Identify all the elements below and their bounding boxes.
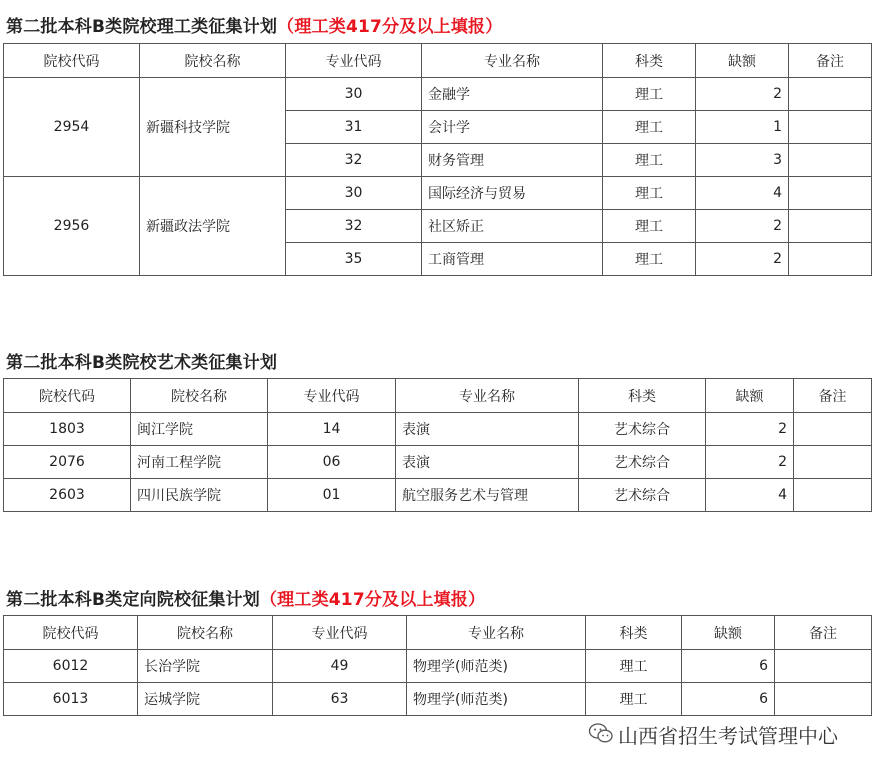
table-row [4, 650, 872, 683]
school-name: 闽江学院 [131, 413, 268, 446]
school-name: 河南工程学院 [131, 446, 268, 479]
header-category: 科类 [603, 44, 696, 78]
major-name: 金融学 [422, 78, 603, 111]
major-name: 物理学(师范类) [407, 683, 586, 716]
school-code: 6012 [4, 650, 138, 683]
vacancy: 2 [696, 78, 789, 111]
remark [775, 683, 872, 716]
school-name: 新疆政法学院 [140, 177, 286, 276]
header-vacancy: 缺额 [706, 379, 794, 413]
header-school-name: 院校名称 [140, 44, 286, 78]
header-major-name: 专业名称 [396, 379, 579, 413]
major-name: 物理学(师范类) [407, 650, 586, 683]
wechat-icon [588, 722, 614, 744]
major-code: 30 [286, 177, 422, 210]
major-code: 06 [268, 446, 396, 479]
remark [789, 111, 872, 144]
category: 理工 [603, 210, 696, 243]
category: 理工 [586, 683, 682, 716]
header-school-name: 院校名称 [131, 379, 268, 413]
school-code: 2956 [4, 177, 140, 276]
major-code: 01 [268, 479, 396, 512]
section-note-directed: （理工类417分及以上填报） [259, 590, 486, 610]
category: 艺术综合 [579, 413, 706, 446]
major-name: 表演 [396, 446, 579, 479]
major-name: 工商管理 [422, 243, 603, 276]
section-note-science: （理工类417分及以上填报） [277, 17, 503, 37]
table-row [4, 78, 872, 111]
category: 理工 [603, 177, 696, 210]
vacancy: 1 [696, 111, 789, 144]
header-major-code: 专业代码 [286, 44, 422, 78]
major-code: 31 [286, 111, 422, 144]
table-header-row [4, 616, 872, 650]
vacancy: 3 [696, 144, 789, 177]
category: 理工 [603, 144, 696, 177]
category: 理工 [586, 650, 682, 683]
header-category: 科类 [586, 616, 682, 650]
header-major-name: 专业名称 [407, 616, 586, 650]
section-title-directed: 第二批本科B类定向院校征集计划（理工类417分及以上填报） [6, 590, 486, 610]
major-code: 49 [273, 650, 407, 683]
science-plan-table [3, 43, 872, 276]
major-code: 32 [286, 144, 422, 177]
school-code: 6013 [4, 683, 138, 716]
table-row [4, 413, 872, 446]
header-school-name: 院校名称 [138, 616, 273, 650]
header-category: 科类 [579, 379, 706, 413]
vacancy: 2 [706, 446, 794, 479]
category: 理工 [603, 111, 696, 144]
school-code: 2954 [4, 78, 140, 177]
header-vacancy: 缺额 [696, 44, 789, 78]
header-school-code: 院校代码 [4, 44, 140, 78]
major-code: 63 [273, 683, 407, 716]
vacancy: 6 [682, 683, 775, 716]
school-name: 运城学院 [138, 683, 273, 716]
major-name: 会计学 [422, 111, 603, 144]
remark [794, 479, 872, 512]
directed-plan-table [3, 615, 872, 716]
table-row [4, 446, 872, 479]
school-code: 2603 [4, 479, 131, 512]
remark [789, 243, 872, 276]
major-name: 财务管理 [422, 144, 603, 177]
major-name: 表演 [396, 413, 579, 446]
school-name: 长治学院 [138, 650, 273, 683]
header-major-name: 专业名称 [422, 44, 603, 78]
table-row [4, 479, 872, 512]
major-name: 社区矫正 [422, 210, 603, 243]
remark [775, 650, 872, 683]
category: 艺术综合 [579, 446, 706, 479]
category: 理工 [603, 243, 696, 276]
header-major-code: 专业代码 [273, 616, 407, 650]
major-name: 航空服务艺术与管理 [396, 479, 579, 512]
vacancy: 2 [696, 210, 789, 243]
major-code: 35 [286, 243, 422, 276]
vacancy: 2 [696, 243, 789, 276]
table-header-row [4, 379, 872, 413]
vacancy: 6 [682, 650, 775, 683]
header-major-code: 专业代码 [268, 379, 396, 413]
section-title-science: 第二批本科B类院校理工类征集计划（理工类417分及以上填报） [6, 17, 503, 37]
remark [789, 210, 872, 243]
major-code: 14 [268, 413, 396, 446]
remark [794, 446, 872, 479]
header-vacancy: 缺额 [682, 616, 775, 650]
major-name: 国际经济与贸易 [422, 177, 603, 210]
school-name: 四川民族学院 [131, 479, 268, 512]
header-remark: 备注 [775, 616, 872, 650]
category: 理工 [603, 78, 696, 111]
table-row [4, 683, 872, 716]
vacancy: 4 [696, 177, 789, 210]
major-code: 32 [286, 210, 422, 243]
watermark-text: 山西省招生考试管理中心 [618, 724, 838, 748]
table-header-row [4, 44, 872, 78]
remark [789, 78, 872, 111]
school-name: 新疆科技学院 [140, 78, 286, 177]
art-plan-table [3, 378, 872, 512]
vacancy: 2 [706, 413, 794, 446]
header-school-code: 院校代码 [4, 616, 138, 650]
category: 艺术综合 [579, 479, 706, 512]
table-row [4, 177, 872, 210]
school-code: 1803 [4, 413, 131, 446]
remark [789, 177, 872, 210]
remark [794, 413, 872, 446]
header-remark: 备注 [789, 44, 872, 78]
section-title-art: 第二批本科B类院校艺术类征集计划 [6, 353, 278, 373]
school-code: 2076 [4, 446, 131, 479]
remark [789, 144, 872, 177]
vacancy: 4 [706, 479, 794, 512]
header-remark: 备注 [794, 379, 872, 413]
header-school-code: 院校代码 [4, 379, 131, 413]
major-code: 30 [286, 78, 422, 111]
